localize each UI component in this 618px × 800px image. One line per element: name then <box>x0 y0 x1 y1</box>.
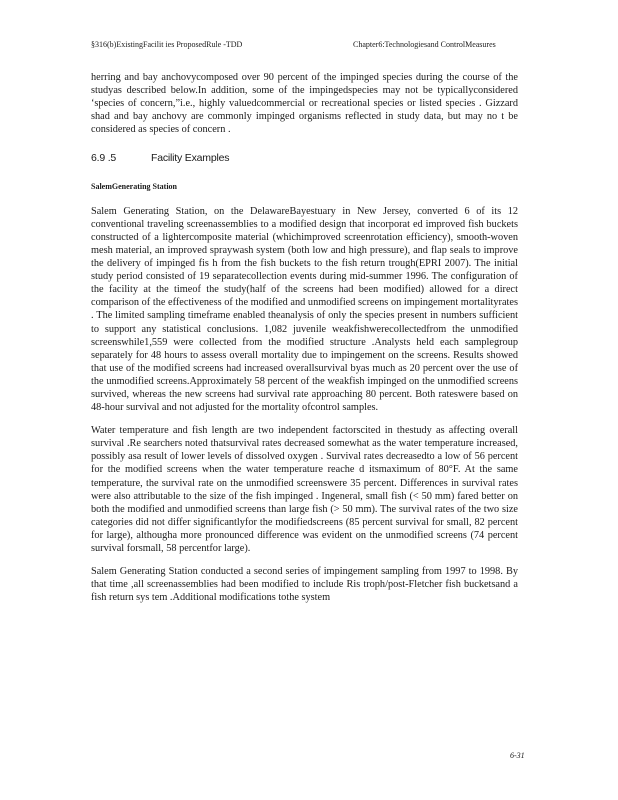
paragraph-temperature-length: Water temperature and fish length are two independent factorscited in thestudy as affecting overall survival .Re searchers noted thatsurvival rates decreased somewhat as the water temperature increased, possibly asa result of lower levels of dissolved oxygen . Survival rates decreasedto a low of 56 percent for the modified screens when the water temperature reache d itsmaximum of 80°F. At the same temperature, the survival rate on the unmodified screenswere 35 percent. Differences in survival rates were also attributable to the size of the fish impinged . Ingeneral, small fish (< 50 mm) fared better on both the modified and unmodified screens than large fish (> 50 mm). The survival rates of the two size categories did not differ significantlyfor the modifiedscreens (85 percent survival for small, 82 percent for large), althougha more pronounced difference was evident on the unmodified screens (74 percent survival forsmall, 58 percentfor large). <box>91 425 518 554</box>
subsection-heading: SalemGenerating Station <box>91 181 177 191</box>
section-title: Facility Examples <box>151 152 230 165</box>
section-heading <box>91 152 518 165</box>
intro-paragraph: herring and bay anchovycomposed over 90 percent of the impinged species during the course of the studyas described below.In addition, some of the impingedspecies may not be typicallyconsidered ‘species of concern,”i.e., highly valuedcommercial or recreational species or listed species . Gizzard shad and bay anchovy are commonly impinged organisms reflected in study data, but may no t be considered as species of concern . <box>91 72 518 136</box>
page-number: 6-31 <box>510 751 525 760</box>
paragraph-screen-modification: Salem Generating Station, on the DelawareBayestuary in New Jersey, converted 6 of its 12 conventional traveling screenassemblies to a modified design that incorporat ed improved fish buckets constructed of a lightercomposite material (whichimproved screenrotation efficiency), smooth-woven mesh material, an improved spraywash system (both low and high pressure), and flap seals to improve the delivery of impinged fis h from the fish buckets to the fish return trough(EPRI 2007). The initial study period consisted of 19 separatecollection events during mid-summer 1996. The configuration of the facility at the timeof the study(half of the screens had been modified) allowed for a direct comparison of the effectiveness of the modified and unmodified screens on impingement mortalityrates . The limited sampling timeframe enabled theanalysis of only the species present in numbers sufficient to support any statistical conclusions. 1,082 juvenile weakfishwerecollectedfrom the unmodified screenswhile1,559 were collected from the modified structure .Analysts held each samplegroup separately for 48 hours to assess overall mortality due to impingement on the screens. Results showed that use of the modified screens had increased overallsurvival byas much as 20 percent over the use of the unmodified screens.Approximately 58 percent of the weakfish impinged on the unmodified screens survived, whereas the new screens had survival rate approaching 80 percent. Both rateswere based on 48-hour survival and not adjusted for the mortality ofcontrol samples. <box>91 205 518 414</box>
document-body <box>91 71 518 614</box>
running-header-left: §316(b)ExistingFacilit ies ProposedRule -TDD <box>91 40 243 49</box>
section-number: 6.9 .5 <box>91 152 117 165</box>
paragraph-second-series: Salem Generating Station conducted a second series of impingement sampling from 1997 to 1998. By that time ,all screenassemblies had been modified to include Ris troph/post-Fletcher fish bucketsand a fish return sys tem .Additional modifications tothe system <box>91 566 518 604</box>
running-header-right: Chapter6:Technologiesand ControlMeasures <box>353 40 496 49</box>
